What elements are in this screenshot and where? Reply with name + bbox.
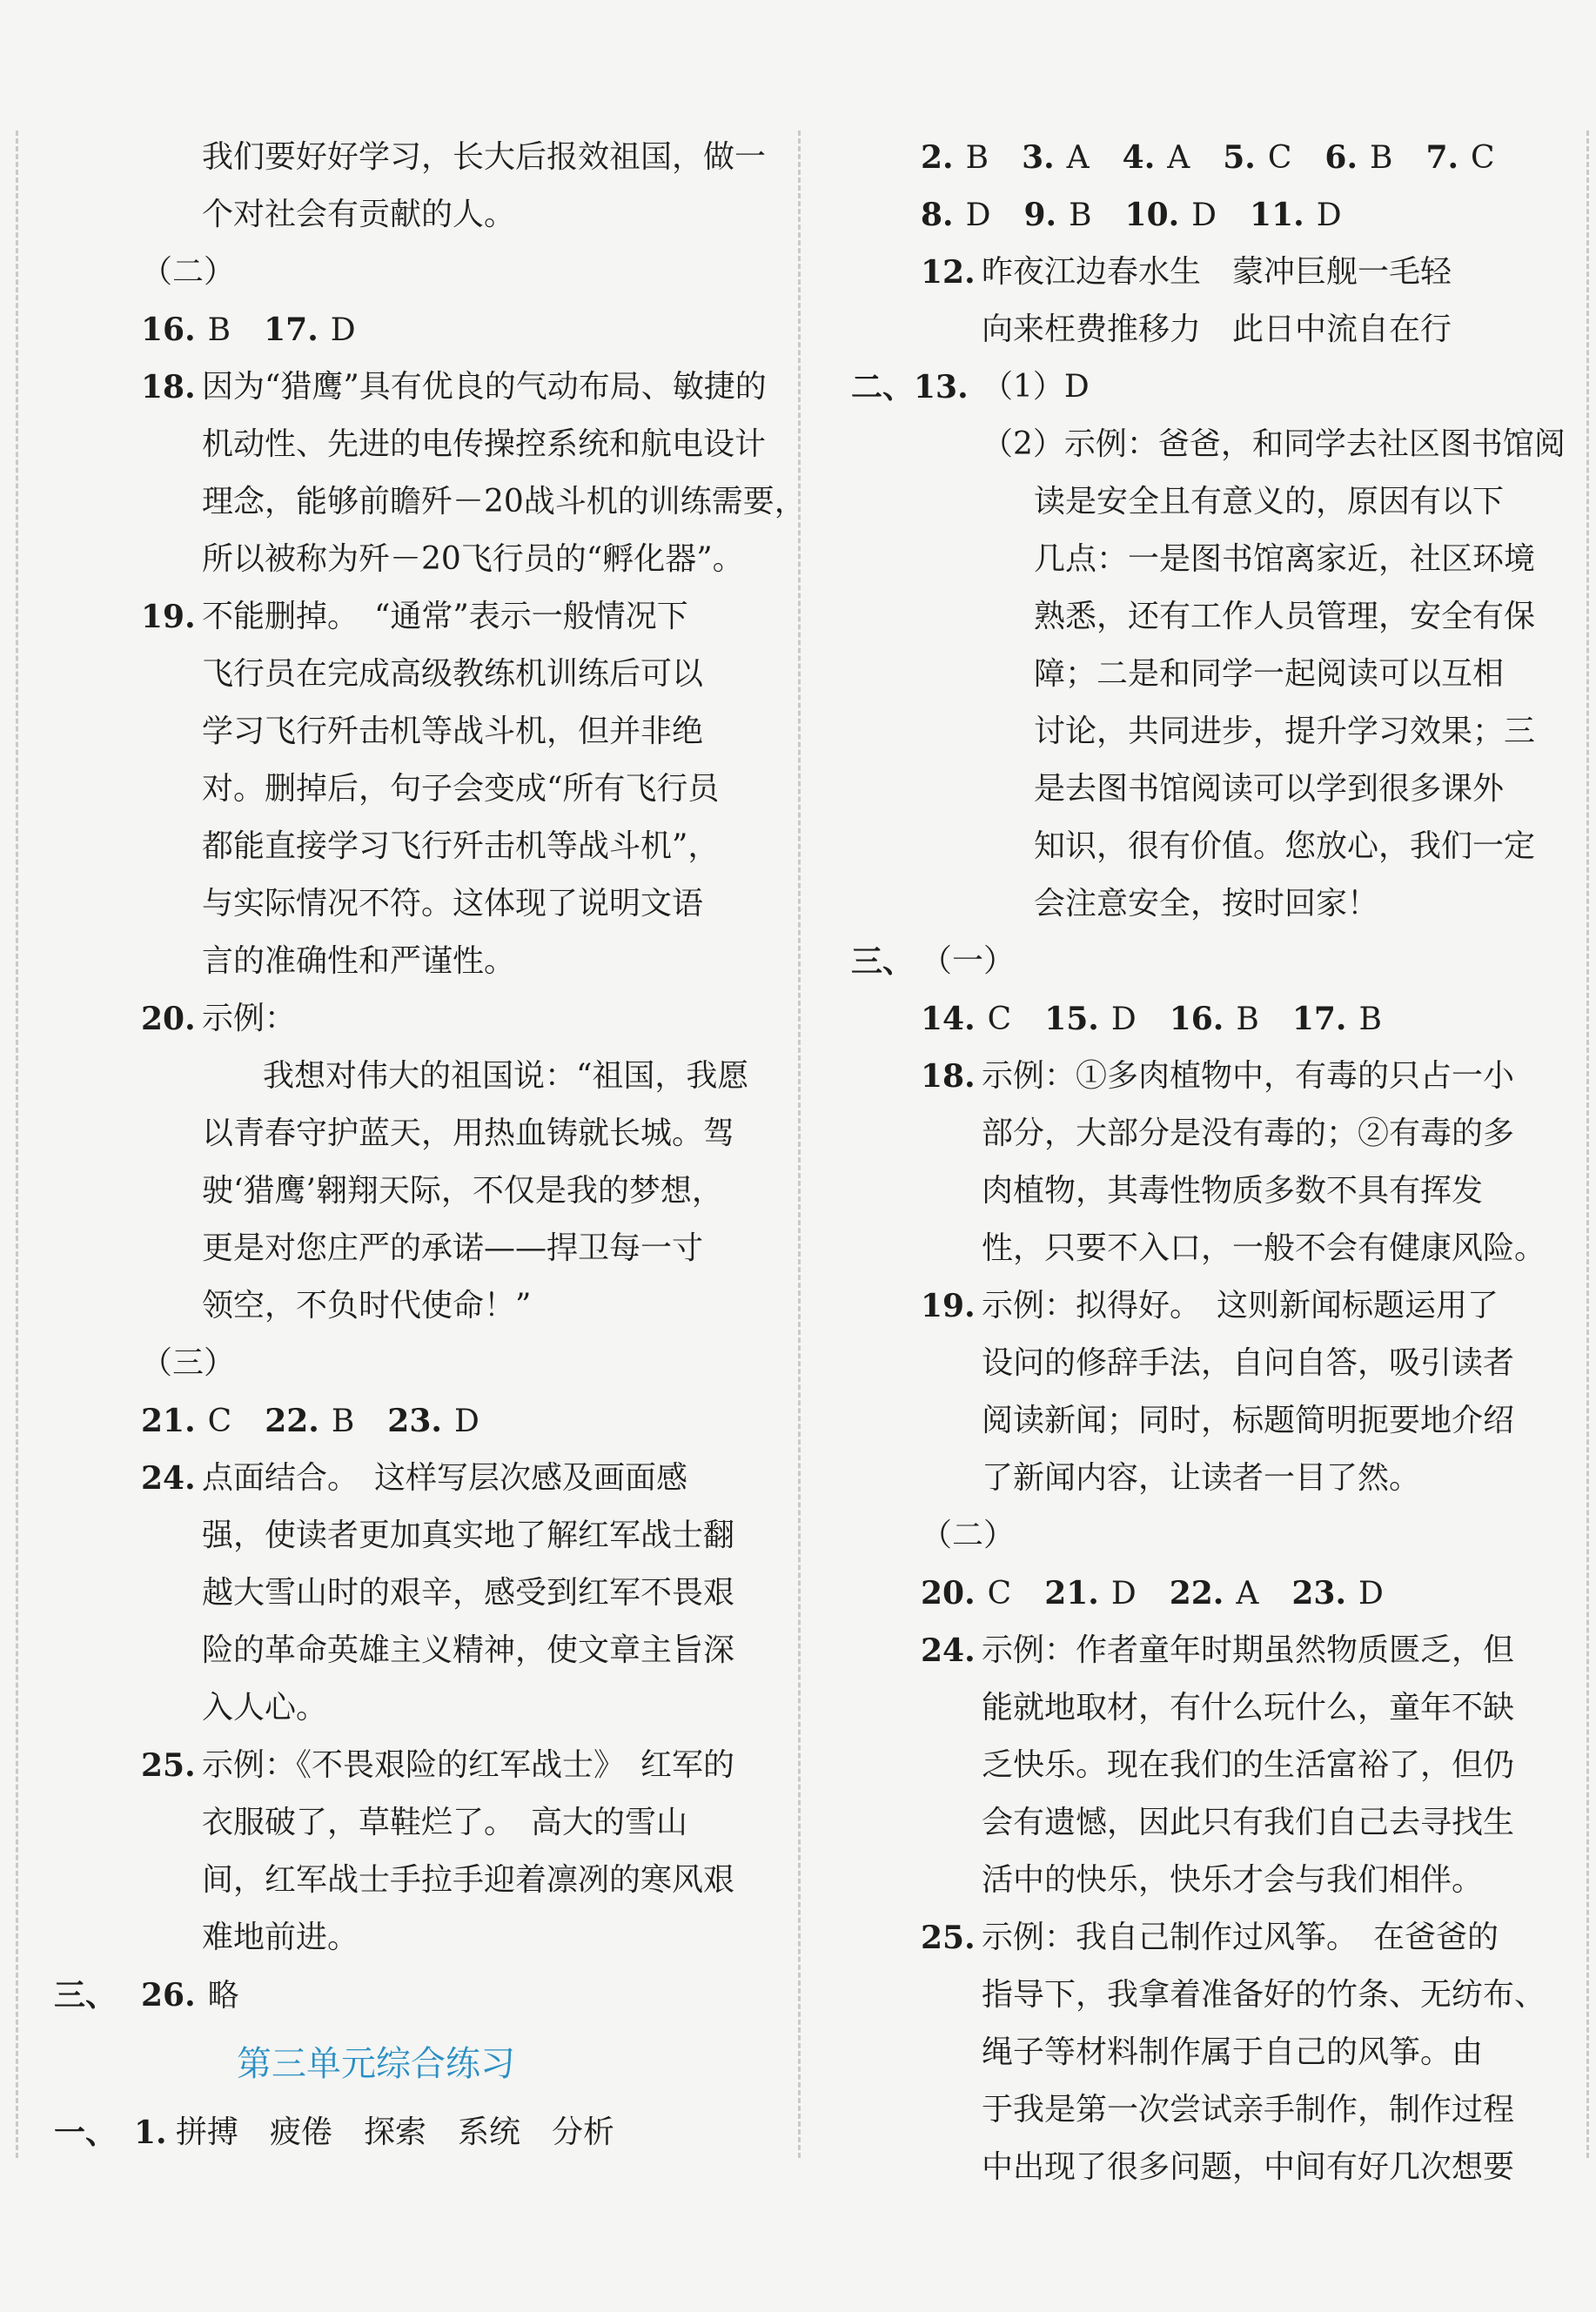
answer-number: 5. <box>1223 139 1256 176</box>
answer-line <box>851 1048 1565 1105</box>
answer-text: 设问的修辞手法，自问自答，吸引读者 <box>982 1345 1515 1381</box>
answer-text: 熟悉，还有工作人员管理，安全有保 <box>1034 599 1536 634</box>
answer-text: 更是对您庄严的承诺——捍卫每一寸 <box>202 1230 704 1266</box>
answer-line <box>54 646 768 703</box>
answer-line <box>851 1622 1565 1679</box>
answer-text: 于我是第一次尝试亲手制作，制作过程 <box>982 2092 1515 2128</box>
answer-choice: C <box>207 1404 232 1439</box>
answer-text: 间，红军战士手拉手迎着凛冽的寒风艰 <box>202 1862 735 1898</box>
answer-choice: A <box>1236 1576 1259 1612</box>
answer-number: 22. <box>265 1403 319 1439</box>
answer-line <box>54 703 768 761</box>
question-number: 二、13. <box>851 369 969 405</box>
answer-line <box>54 1335 768 1392</box>
answer-line <box>54 1622 768 1679</box>
answer-choice: B <box>1369 140 1393 176</box>
answer-text: 衣服破了，草鞋烂了。 高大的雪山 <box>202 1805 688 1840</box>
answer-line <box>54 2104 768 2161</box>
answer-text: 越大雪山时的艰辛，感受到红军不畏艰 <box>202 1575 735 1611</box>
answer-text: 示例：我自己制作过风筝。 在爸爸的 <box>982 1920 1499 1955</box>
answer-line <box>851 186 1565 244</box>
answer-text <box>141 1392 513 1451</box>
right-margin-divider <box>1586 131 1589 2158</box>
answer-line <box>851 761 1565 818</box>
answer-line <box>54 244 768 301</box>
answer-number: 14. <box>921 1001 976 1037</box>
answer-line <box>851 818 1565 875</box>
answer-line <box>54 359 768 416</box>
answer-line <box>54 1220 768 1277</box>
answer-line <box>851 244 1565 301</box>
answer-line <box>54 1737 768 1794</box>
answer-text <box>141 1967 272 2025</box>
answer-text: 理念，能够前瞻歼－20战斗机的训练需要， <box>202 484 806 519</box>
question-number: 1. <box>134 2114 167 2151</box>
answer-line <box>54 1277 768 1335</box>
answer-choice: B <box>331 1404 355 1439</box>
answer-choice: B <box>1069 198 1092 233</box>
answer-text: 知识，很有价值。您放心，我们一定 <box>1034 828 1536 864</box>
left-column <box>54 129 806 2161</box>
answer-line <box>54 1852 768 1909</box>
answer-line <box>54 1105 768 1163</box>
left-margin-divider <box>16 131 18 2158</box>
answer-line <box>851 1450 1565 1507</box>
answer-line <box>54 129 768 186</box>
answer-text: 驶‘猎鹰’翱翔天际，不仅是我的梦想， <box>202 1173 723 1209</box>
answer-text: 机动性、先进的电传操控系统和航电设计 <box>202 426 767 462</box>
answer-line <box>851 933 1565 990</box>
question-number: 12. <box>921 254 976 291</box>
answer-text: 几点：一是图书馆离家近，社区环境 <box>1034 541 1536 577</box>
question-number: 25. <box>141 1747 196 1784</box>
answer-text <box>141 301 389 359</box>
answer-line <box>54 1679 768 1737</box>
answer-text: 我们要好好学习，长大后报效祖国，做一 <box>202 139 767 175</box>
answer-line <box>54 531 768 588</box>
answer-text: 了新闻内容，让读者一目了然。 <box>982 1460 1421 1496</box>
question-number: 三、 <box>54 1977 117 2014</box>
answer-text: 示例：作者童年时期虽然物质匮乏，但 <box>982 1632 1515 1668</box>
answer-text: 绳子等材料制作属于自己的风筝。由 <box>982 2034 1484 2070</box>
question-number: 24. <box>141 1460 196 1497</box>
answer-text: 以青春守护蓝天，用热血铸就长城。驾 <box>202 1116 735 1151</box>
answer-text: 会注意安全，按时回家！ <box>1034 886 1379 921</box>
answer-line <box>54 1794 768 1852</box>
answer-line <box>851 1335 1565 1392</box>
answer-line <box>851 1565 1565 1622</box>
answer-number: 21. <box>1044 1575 1099 1612</box>
question-number: 20. <box>141 1001 196 1037</box>
section-number: 一、 <box>54 2114 117 2151</box>
answer-text: 部分，大部分是没有毒的；②有毒的多 <box>982 1116 1515 1151</box>
answer-line <box>851 2024 1565 2081</box>
answer-line <box>851 1679 1565 1737</box>
answer-line <box>851 2139 1565 2196</box>
answer-choice: D <box>1191 198 1217 233</box>
answer-line <box>54 1967 768 2024</box>
answer-number: 23. <box>1291 1575 1346 1612</box>
answer-line <box>54 416 768 473</box>
answer-line <box>851 990 1565 1048</box>
answer-line <box>851 703 1565 761</box>
answer-line <box>54 1392 768 1450</box>
answer-choice: B <box>207 312 231 348</box>
answer-number: 11. <box>1250 197 1304 233</box>
answer-line <box>851 1105 1565 1163</box>
answer-text: 点面结合。 这样写层次感及画面感 <box>202 1460 688 1496</box>
answer-line <box>851 473 1565 531</box>
answer-choice: A <box>1167 140 1190 176</box>
answer-text: 讨论，共同进步，提升学习效果；三 <box>1034 714 1536 749</box>
answer-text: 不能删掉。 “通常”表示一般情况下 <box>202 599 688 634</box>
answer-line <box>54 1048 768 1105</box>
answer-line <box>851 646 1565 703</box>
answer-line <box>851 1852 1565 1909</box>
answer-text: 读是安全且有意义的，原因有以下 <box>1034 484 1505 519</box>
answer-number: 23. <box>387 1403 442 1439</box>
question-number: 18. <box>141 369 196 405</box>
answer-text <box>921 1565 1417 1623</box>
section-title-row <box>54 2024 768 2104</box>
answer-text: 言的准确性和严谨性。 <box>202 943 516 979</box>
answer-text: 所以被称为歼－20飞行员的“孵化器”。 <box>202 541 744 577</box>
answer-text: 飞行员在完成高级教练机训练后可以 <box>202 656 704 692</box>
answer-text: 示例：①多肉植物中，有毒的只占一小 <box>982 1058 1515 1094</box>
answer-text: 因为“猎鹰”具有优良的气动布局、敏捷的 <box>202 369 767 405</box>
answer-number: 3. <box>1022 139 1055 176</box>
answer-text: 领空，不负时代使命！” <box>202 1288 532 1324</box>
answer-choice: D <box>1110 1576 1137 1612</box>
answer-number: 4. <box>1122 139 1156 176</box>
answer-line <box>851 1507 1565 1565</box>
answer-line <box>851 1909 1565 1967</box>
answer-number: 16. <box>141 312 196 348</box>
answer-choice: 略 <box>207 1978 239 2014</box>
answer-line <box>54 588 768 646</box>
answer-line <box>54 1450 768 1507</box>
answer-text: 个对社会有贡献的人。 <box>202 197 516 232</box>
answer-line <box>54 301 768 359</box>
answer-choice: C <box>1267 140 1292 176</box>
answer-text: 性，只要不入口，一般不会有健康风险。 <box>982 1230 1546 1266</box>
answer-text: 险的革命英雄主义精神，使文章主旨深 <box>202 1632 735 1668</box>
answer-line <box>54 818 768 875</box>
answer-choice: D <box>330 312 356 348</box>
answer-choice: D <box>1358 1576 1384 1612</box>
answer-text: 我想对伟大的祖国说：“祖国，我愿 <box>263 1058 749 1094</box>
answer-choice: B <box>965 140 989 176</box>
answer-text <box>921 990 1415 1049</box>
answer-choice: C <box>987 1576 1012 1612</box>
question-number: 19. <box>141 599 196 635</box>
answer-text: （一） <box>921 943 1016 979</box>
answer-text: 示例：《不畏艰险的红军战士》 红军的 <box>202 1747 735 1783</box>
answer-text: 向来枉费推移力 此日中流自在行 <box>982 312 1452 347</box>
question-number: 19. <box>921 1288 976 1324</box>
answer-line <box>851 359 1565 416</box>
answer-line <box>54 1163 768 1220</box>
answer-number: 21. <box>141 1403 196 1439</box>
answer-text: 是去图书馆阅读可以学到很多课外 <box>1034 771 1505 807</box>
answer-text: 障；二是和同学一起阅读可以互相 <box>1034 656 1505 692</box>
answer-line <box>851 301 1565 359</box>
answer-text: 活中的快乐，快乐才会与我们相伴。 <box>982 1862 1484 1898</box>
answer-line <box>54 990 768 1048</box>
answer-line <box>851 1277 1565 1335</box>
answer-text: （二） <box>141 254 236 290</box>
answer-choice: A <box>1066 140 1090 176</box>
answer-text: （三） <box>141 1345 236 1381</box>
answer-text <box>921 186 1375 245</box>
answer-text <box>921 129 1528 187</box>
answer-text: 强，使读者更加真实地了解红军战士翻 <box>202 1518 735 1553</box>
answer-choice: B <box>1236 1002 1259 1037</box>
column-divider <box>798 131 801 2158</box>
answer-choice: D <box>1316 198 1342 233</box>
answer-line <box>54 473 806 531</box>
answer-line <box>851 416 1565 473</box>
answer-choice: D <box>965 198 991 233</box>
answer-number: 6. <box>1324 139 1358 176</box>
section-title: 第三单元综合练习 <box>237 2044 515 2084</box>
answer-text: 乏快乐。现在我们的生活富裕了，但仍 <box>982 1747 1515 1783</box>
answer-number: 2. <box>921 139 954 176</box>
answer-line <box>851 1737 1565 1794</box>
answer-text: 中出现了很多问题，中间有好几次想要 <box>982 2149 1515 2185</box>
answer-line <box>851 1220 1565 1277</box>
answer-number: 22. <box>1169 1575 1224 1612</box>
answer-text: 入人心。 <box>202 1690 328 1726</box>
answer-number: 7. <box>1425 139 1459 176</box>
answer-text: 指导下，我拿着准备好的竹条、无纺布、 <box>982 1977 1546 2013</box>
answer-text: 对。删掉后，句子会变成“所有飞行员 <box>202 771 720 807</box>
answer-line <box>54 1565 768 1622</box>
answer-text: 示例： <box>202 1001 297 1036</box>
answer-text: 学习飞行歼击机等战斗机，但并非绝 <box>202 714 704 749</box>
answer-number: 17. <box>264 312 319 348</box>
answer-number: 26. <box>141 1977 196 2014</box>
answer-line <box>851 1967 1565 2024</box>
answer-choice: D <box>1110 1002 1137 1037</box>
answer-text: 肉植物，其毒性物质多数不具有挥发 <box>982 1173 1484 1209</box>
question-number: 三、 <box>851 943 915 980</box>
answer-number: 10. <box>1124 197 1180 233</box>
answer-line <box>54 1909 768 1967</box>
answer-text: （1）D <box>982 369 1090 405</box>
answer-text: （二） <box>921 1518 1016 1553</box>
answer-choice: C <box>987 1002 1012 1037</box>
answer-line <box>851 129 1565 186</box>
answer-line <box>851 588 1565 646</box>
answer-text: 与实际情况不符。这体现了说明文语 <box>202 886 704 921</box>
answer-choice: C <box>1471 140 1495 176</box>
answer-line <box>54 761 768 818</box>
question-number: 24. <box>921 1632 976 1669</box>
answer-number: 15. <box>1044 1001 1099 1037</box>
answer-text: 会有遗憾，因此只有我们自己去寻找生 <box>982 1805 1515 1840</box>
question-number: 25. <box>921 1920 976 1956</box>
answer-number: 16. <box>1169 1001 1224 1037</box>
answer-line <box>54 933 768 990</box>
question-number: 18. <box>921 1058 976 1095</box>
answer-text: 阅读新闻；同时，标题简明扼要地介绍 <box>982 1403 1515 1438</box>
answer-text: 能就地取材，有什么玩什么，童年不缺 <box>982 1690 1515 1726</box>
answer-line <box>851 875 1565 933</box>
answer-line <box>851 1392 1565 1450</box>
answer-line <box>851 1794 1565 1852</box>
answer-line <box>54 875 768 933</box>
answer-text: 昨夜江边春水生 蒙冲巨舰一毛轻 <box>982 254 1452 290</box>
answer-number: 17. <box>1291 1001 1347 1037</box>
answer-text: （2）示例：爸爸，和同学去社区图书馆阅 <box>982 426 1566 462</box>
answer-text: 都能直接学习飞行歼击机等战斗机”， <box>202 828 720 864</box>
answer-choice: B <box>1358 1002 1382 1037</box>
answer-text: 拼搏 疲倦 探索 系统 分析 <box>176 2114 615 2150</box>
right-column <box>851 129 1565 2196</box>
answer-number: 9. <box>1023 197 1057 233</box>
answer-line <box>851 1163 1565 1220</box>
answer-text: 难地前进。 <box>202 1920 359 1955</box>
answer-line <box>851 531 1565 588</box>
answer-line <box>54 1507 768 1565</box>
answer-line <box>851 2081 1565 2139</box>
answer-number: 8. <box>921 197 954 233</box>
answer-choice: D <box>453 1404 479 1439</box>
answer-number: 20. <box>921 1575 976 1612</box>
answer-line <box>54 186 768 244</box>
answer-text: 示例：拟得好。 这则新闻标题运用了 <box>982 1288 1499 1324</box>
